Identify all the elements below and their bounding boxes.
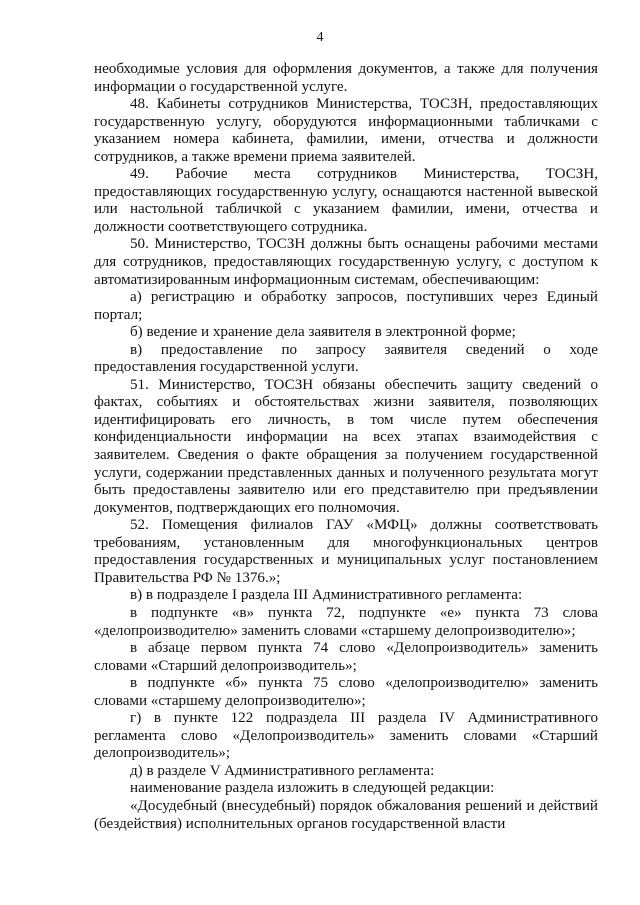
paragraph-50: 50. Министерство, ТОСЗН должны быть оснащены рабочими местами для сотрудников, предоставляющих государственную услугу, с доступом к автоматизированным информационным системам, обеспечивающим: [94,236,598,288]
paragraph-continuation: необходимые условия для оформления документов, а также для получения информации о государственной услуге. [94,61,598,95]
paragraph-50-b: б) ведение и хранение дела заявителя в электронной форме; [130,324,516,341]
amendment-c-item-1: в подпункте «в» пункта 72, подпункте «е» пункта 73 слова «делопроизводителю» заменить словами «старшему делопроизводителю»; [94,604,598,639]
amendment-e: д) в разделе V Административного регламента: [130,762,435,779]
paragraph-48: 48. Кабинеты сотрудников Министерства, ТОСЗН, предоставляющих государственную услугу, оборудуются информационными табличками с указанием номера кабинета, фамилии, имени, отчества и должности сотрудников, а также времени приема заявителей. [94,96,598,165]
amendment-c: в) в подразделе I раздела III Административного регламента: [130,587,523,604]
paragraph-50-c: в) предоставление по запросу заявителя сведений о ходе предоставления государственной услуги. [94,341,598,376]
amendment-e-quote: «Досудебный (внесудебный) порядок обжалования решений и действий (бездействия) исполнительных органов государственной власти [94,797,598,832]
paragraph-51: 51. Министерство, ТОСЗН обязаны обеспечить защиту сведений о фактах, событиях и обстоятельствах жизни заявителя, позволяющих идентифицировать его личность, в том числе путем обеспечения конфиденциальности информации на всех этапах взаимодействия с заявителем. Сведения о факте обращения за получением государственной услуги, содержании представленных данных и полученного результата могут быть предоставлены заявителю или его представителю при предъявлении документов, подтверждающих его полномочия. [94,376,598,516]
page-number: 4 [316,30,324,45]
paragraph-50-a: а) регистрацию и обработку запросов, поступивших через Единый портал; [94,289,598,323]
paragraph-52: 52. Помещения филиалов ГАУ «МФЦ» должны соответствовать требованиям, установленным для многофункциональных центров предоставления государственных и муниципальных услуг постановлением Правительства РФ № 1376.»; [94,517,598,586]
amendment-e-item-1: наименование раздела изложить в следующей редакции: [130,780,495,797]
document-body [94,61,598,833]
amendment-d: г) в пункте 122 подраздела III раздела IV Административного регламента слово «Делопроизводитель» заменить словами «Старший делопроизводитель»; [94,710,598,762]
amendment-c-item-2: в абзаце первом пункта 74 слово «Делопроизводитель» заменить словами «Старший делопроизводитель»; [94,640,598,674]
paragraph-49: 49. Рабочие места сотрудников Министерства, ТОСЗН, предоставляющих государственную услугу, оснащаются настенной вывеской или настольной табличкой с указанием фамилии, имени, отчества и должности соответствующего сотрудника. [94,166,598,235]
amendment-c-item-3: в подпункте «б» пункта 75 слово «делопроизводителю» заменить словами «старшему делопроизводителю»; [94,675,598,709]
